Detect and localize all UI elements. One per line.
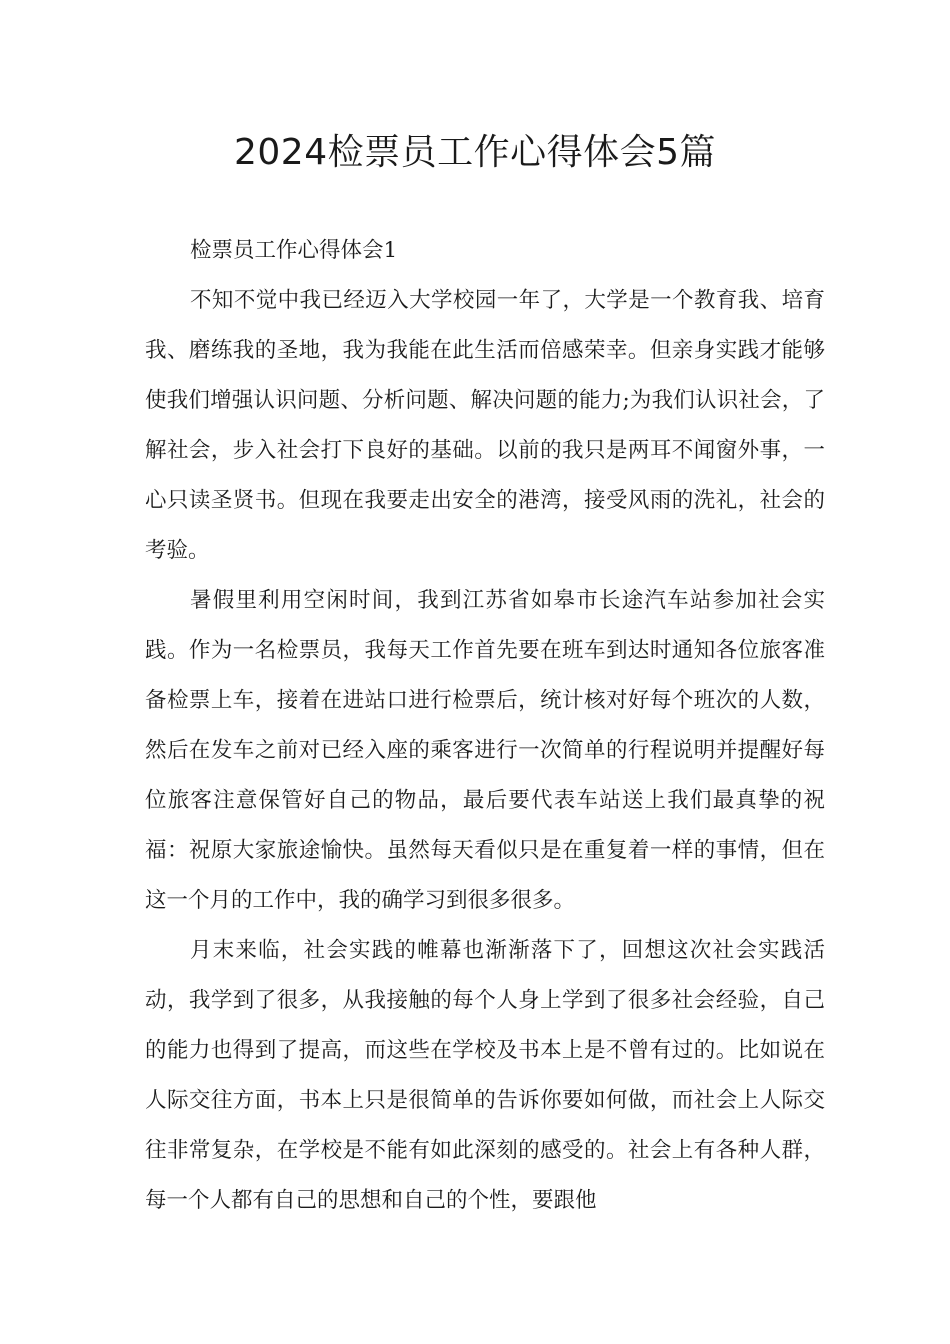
document-body xyxy=(145,226,825,1226)
paragraph-3: 月末来临，社会实践的帷幕也渐渐落下了，回想这次社会实践活动，我学到了很多，从我接触的每个人身上学到了很多社会经验，自己的能力也得到了提高，而这些在学校及书本上是不曾有过的。比如说在人际交往方面，书本上只是很简单的告诉你要如何做，而社会上人际交往非常复杂，在学校是不能有如此深刻的感受的。社会上有各种人群，每一个人都有自己的思想和自己的个性，要跟他 xyxy=(145,938,825,1213)
paragraph-1: 不知不觉中我已经迈入大学校园一年了，大学是一个教育我、培育我、磨练我的圣地，我为我能在此生活而倍感荣幸。但亲身实践才能够使我们增强认识问题、分析问题、解决问题的能力;为我们认识社会，了解社会，步入社会打下良好的基础。以前的我只是两耳不闻窗外事，一心只读圣贤书。但现在我要走出安全的港湾，接受风雨的洗礼，社会的考验。 xyxy=(145,288,825,563)
document-title: 2024检票员工作心得体会5篇 xyxy=(233,132,717,173)
section-heading: 检票员工作心得体会1 xyxy=(190,238,398,263)
paragraph-2: 暑假里利用空闲时间，我到江苏省如皋市长途汽车站参加社会实践。作为一名检票员，我每天工作首先要在班车到达时通知各位旅客准备检票上车，接着在进站口进行检票后，统计核对好每个班次的人数，然后在发车之前对已经入座的乘客进行一次简单的行程说明并提醒好每位旅客注意保管好自己的物品，最后要代表车站送上我们最真挚的祝福：祝原大家旅途愉快。虽然每天看似只是在重复着一样的事情，但在这一个月的工作中，我的确学习到很多很多。 xyxy=(145,588,825,913)
